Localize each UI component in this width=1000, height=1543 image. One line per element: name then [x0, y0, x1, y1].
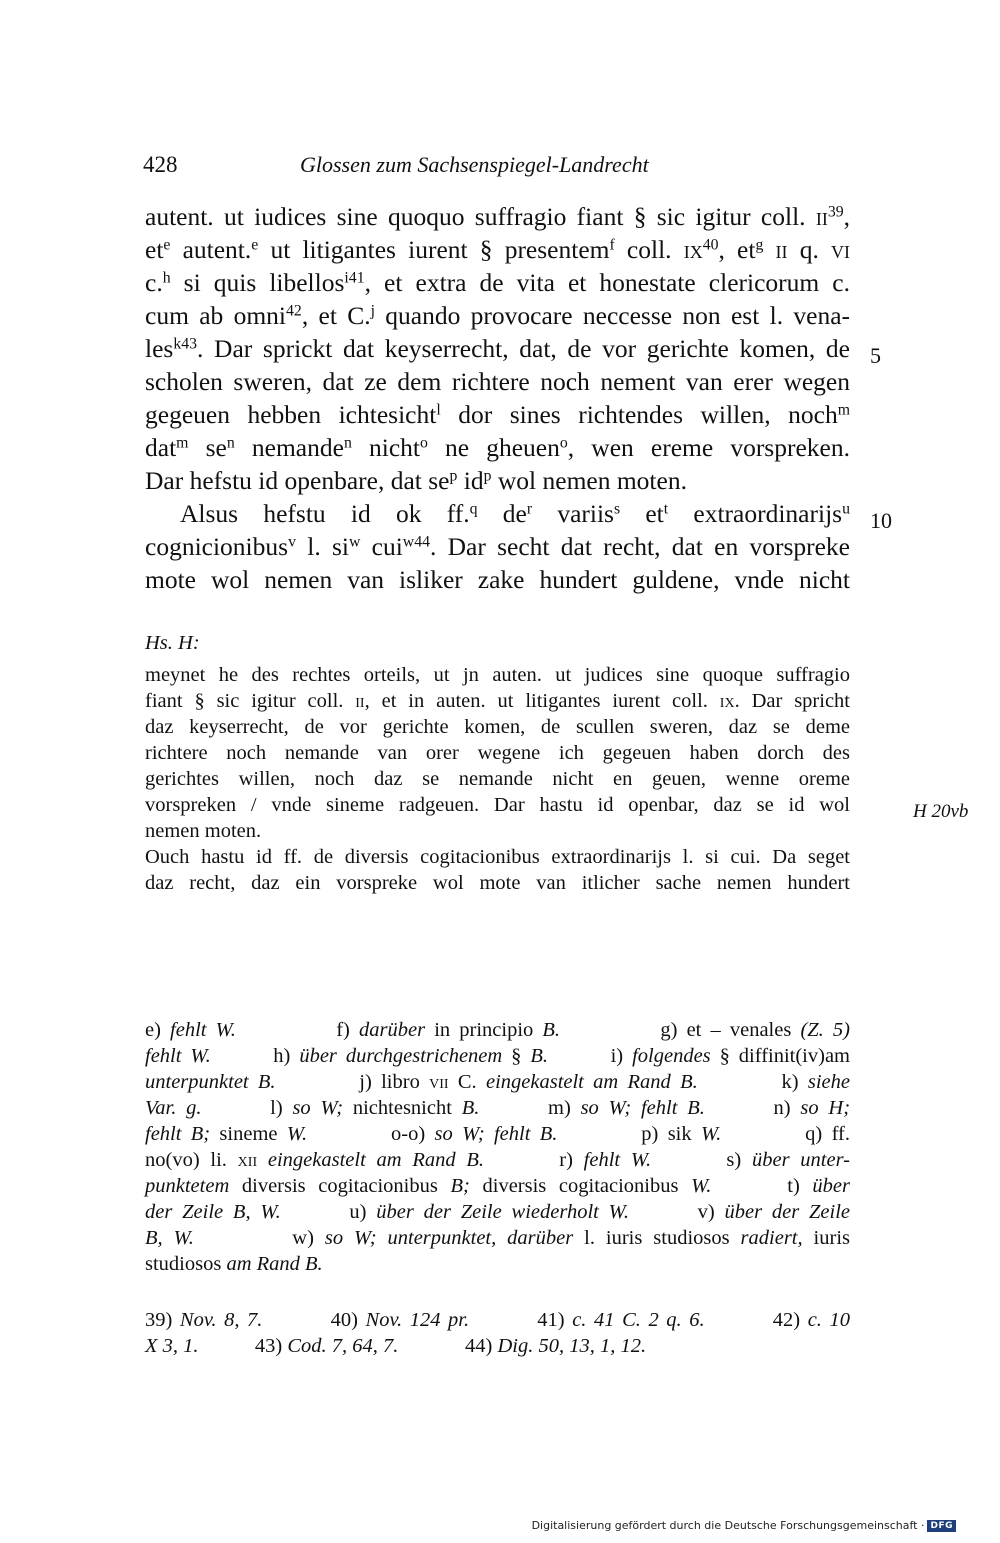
line-number: 10 — [870, 508, 892, 533]
text-line: meynet he des rechtes orteils, ut jn auten. ut judices sine quoque suffragio — [145, 664, 850, 686]
text-line: gegeuen hebben ichtesicht$^l$ dor sines richtendes willen, noch$^m$ — [145, 400, 850, 429]
running-title: Glossen zum Sachsenspiegel-Landrecht — [300, 152, 649, 177]
margin-folio-note: H 20vb — [913, 801, 969, 822]
apparatus-line: punktetem diversis cogitacionibus B; diversis cogitacionibus W. t) über — [145, 1175, 850, 1197]
text-line: Alsus hefstu id ok ff.$^q$ $de^r$ variis$^s$ $et^t$ extraordinarijs$^u$ — [180, 499, 850, 528]
credit-text: Digitalisierung gefördert durch die Deutsche Forschungsgemeinschaft · — [531, 1519, 925, 1532]
text-line: fiant § sic igitur coll. ii, et in auten. ut litigantes iurent coll. ix. Dar spricht — [145, 690, 850, 712]
text-line: cum ab omni$^{42}$, et C.$^j$ quando provocare neccesse non est l. vena- — [145, 301, 850, 330]
apparatus-line: B, W. w) so W; unterpunktet, darüber l. iuris studiosos radiert, iuris — [145, 1227, 851, 1249]
apparatus-line: unterpunktet B. j) libro vii C. eingekastelt am Rand B. k) siehe — [145, 1071, 850, 1093]
apparatus-line: studiosos am Rand B. — [145, 1253, 323, 1275]
apparatus-line: Var. g. l) so W; nichtesnicht B. m) so W; fehlt B. n) so H; — [145, 1097, 851, 1119]
text-line: $et^e$ autent.$^e$ ut litigantes iurent § presentem$^f$ coll. $ix^{40}$, $et^g$ ii q. vi — [145, 235, 850, 264]
text-line: dat$^m$ $se^n$ nemande$^n$ nicht$^o$ ne gheuen$^o$, wen ereme vorspreken. — [145, 433, 850, 462]
text-line: autent. ut iudices sine quoquo suffragio fiant § sic igitur coll. $ii^{39}$, — [145, 202, 850, 231]
apparatus-line: der Zeile B, W. u) über der Zeile wiederholt W. v) über der Zeile — [145, 1201, 850, 1223]
text-line: les$^{k43}$. Dar sprickt dat keyserrecht, dat, de vor gerichte komen, de — [145, 334, 850, 363]
apparatus-line: fehlt B; sineme W. o-o) so W; fehlt B. p) sik W. q) ff. — [145, 1123, 850, 1145]
text-line: daz recht, daz ein vorspreke wol mote van itlicher sache nemen hundert — [145, 872, 850, 894]
text-line: Dar hefstu id openbare, dat $se^p$ $id^p$ wol nemen moten. — [145, 466, 687, 495]
dfg-logo: DFG — [927, 1520, 956, 1532]
line-number: 5 — [870, 343, 881, 368]
text-line: Ouch hastu id ff. de diversis cogitacionibus extraordinarijs l. si cui. Da seget — [145, 846, 850, 868]
witness-label: Hs. H: — [145, 632, 200, 654]
apparatus-line: no(vo) li. xii eingekastelt am Rand B. r) fehlt W. s) über unter- — [145, 1149, 850, 1171]
text-line: cognicionibus$^v$ l. $si^w$ cui$^{w44}$. Dar secht dat recht, dat en vorspreke — [145, 532, 850, 561]
text-line: gerichtes willen, noch daz se nemande nicht en geuen, wenne oreme — [145, 768, 850, 790]
text-line: richtere noch nemande van orer wegene ich gegeuen haben dorch des — [145, 742, 850, 764]
apparatus-line: e) fehlt W. f) darüber in principio B. g) et – venales (Z. 5) — [145, 1019, 850, 1041]
footnote-line: 39) Nov. 8, 7. 40) Nov. 124 pr. 41) c. 41 C. 2 q. 6. 42) c. 10 — [145, 1309, 850, 1331]
text-line: c.$^h$ si quis libellos$^{i41}$, et extra de vita et honestate clericorum c. — [145, 268, 850, 297]
apparatus-line: fehlt W. h) über durchgestrichenem § B. i) folgendes § diffinit(iv)am — [145, 1045, 850, 1067]
footnote-line: X 3, 1. 43) Cod. 7, 64, 7. 44) Dig. 50, 13, 1, 12. — [145, 1335, 647, 1357]
text-line: daz keyserrecht, de vor gerichte komen, de scullen sweren, daz se deme — [145, 716, 850, 738]
page-number: 428 — [143, 152, 178, 177]
text-line: mote wol nemen van isliker zake hundert guldene, vnde nicht — [145, 565, 850, 594]
text-line: vorspreken / vnde sineme radgeuen. Dar hastu id openbar, daz se id wol — [145, 794, 850, 816]
digitization-credit — [532, 1519, 956, 1532]
text-line: nemen moten. — [145, 820, 262, 842]
text-line: scholen sweren, dat ze dem richtere noch nement van erer wegen — [145, 367, 850, 396]
